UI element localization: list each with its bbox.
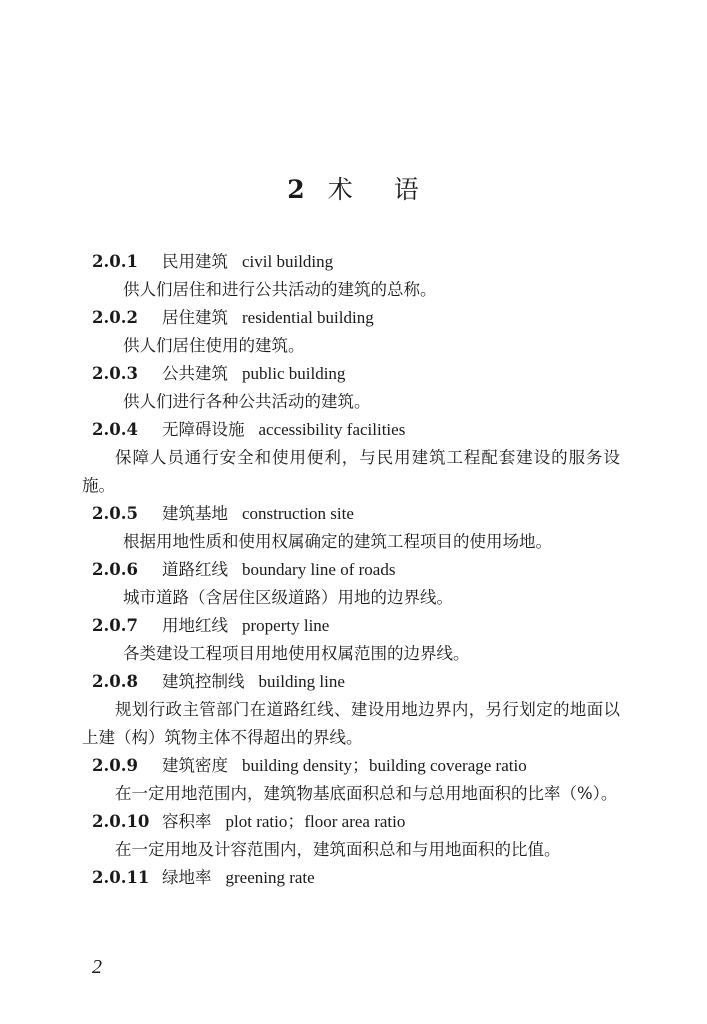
term-english: building line xyxy=(258,672,345,691)
term-definition: 供人们进行各种公共活动的建筑。 xyxy=(123,392,371,411)
term-heading xyxy=(92,668,620,696)
term-chinese: 道路红线 xyxy=(162,560,228,579)
term-number: 2.0.1 xyxy=(92,252,138,271)
term-chinese: 无障碍设施 xyxy=(162,420,245,439)
chapter-title-part2: 语 xyxy=(393,175,420,204)
chapter-title-part1: 术 xyxy=(327,175,354,204)
term-item xyxy=(92,500,620,556)
term-definition: 供人们居住使用的建筑。 xyxy=(123,336,305,355)
term-english: greening rate xyxy=(225,868,315,887)
term-english: property line xyxy=(242,616,330,635)
term-english: public building xyxy=(242,364,346,383)
term-definition: 各类建设工程项目用地使用权属范围的边界线。 xyxy=(123,644,470,663)
term-chinese: 居住建筑 xyxy=(162,308,228,327)
chapter-number: 2 xyxy=(287,175,306,204)
term-number: 2.0.3 xyxy=(92,364,138,383)
term-heading xyxy=(92,556,620,584)
term-definition: 城市道路（含居住区级道路）用地的边界线。 xyxy=(123,588,453,607)
term-heading xyxy=(92,248,620,276)
term-heading xyxy=(92,500,620,528)
term-definition: 保障人员通行安全和使用便利，与民用建筑工程配套建设的服务设施。 xyxy=(82,448,620,495)
term-chinese: 民用建筑 xyxy=(162,252,228,271)
term-chinese: 绿地率 xyxy=(162,868,212,887)
term-number: 2.0.5 xyxy=(92,504,138,523)
term-item xyxy=(92,248,620,304)
chapter-title xyxy=(0,168,707,212)
term-chinese: 建筑基地 xyxy=(162,504,228,523)
term-item xyxy=(92,752,620,808)
term-item xyxy=(92,612,620,668)
terms-list xyxy=(82,248,620,892)
term-number: 2.0.8 xyxy=(92,672,138,691)
term-number: 2.0.7 xyxy=(92,616,138,635)
term-heading xyxy=(92,808,620,836)
term-number: 2.0.10 xyxy=(92,812,150,831)
term-chinese: 建筑密度 xyxy=(162,756,228,775)
term-number: 2.0.6 xyxy=(92,560,138,579)
term-item xyxy=(92,360,620,416)
term-item xyxy=(82,416,620,500)
term-english: civil building xyxy=(242,252,334,271)
term-number: 2.0.2 xyxy=(92,308,138,327)
term-number: 2.0.11 xyxy=(92,868,150,887)
term-definition: 在一定用地范围内，建筑物基底面积总和与总用地面积的比率（%）。 xyxy=(115,784,618,803)
term-heading xyxy=(92,752,620,780)
term-definition: 在一定用地及计容范围内，建筑面积总和与用地面积的比值。 xyxy=(115,840,561,859)
page-number: 2 xyxy=(92,956,102,978)
term-chinese: 用地红线 xyxy=(162,616,228,635)
term-english: boundary line of roads xyxy=(242,560,396,579)
term-item xyxy=(82,668,620,752)
term-definition: 供人们居住和进行公共活动的建筑的总称。 xyxy=(123,280,437,299)
term-heading xyxy=(92,304,620,332)
term-english: building density；building coverage ratio xyxy=(242,756,527,775)
term-definition: 根据用地性质和使用权属确定的建筑工程项目的使用场地。 xyxy=(123,532,552,551)
term-heading xyxy=(92,416,620,444)
term-english: residential building xyxy=(242,308,374,327)
term-english: accessibility facilities xyxy=(258,420,406,439)
term-heading xyxy=(92,612,620,640)
term-item xyxy=(92,304,620,360)
term-english: construction site xyxy=(242,504,354,523)
term-chinese: 建筑控制线 xyxy=(162,672,245,691)
term-item xyxy=(92,556,620,612)
term-number: 2.0.9 xyxy=(92,756,138,775)
term-item xyxy=(92,864,620,892)
term-english: plot ratio；floor area ratio xyxy=(225,812,406,831)
term-chinese: 公共建筑 xyxy=(162,364,228,383)
term-item xyxy=(92,808,620,864)
term-heading xyxy=(92,360,620,388)
term-chinese: 容积率 xyxy=(162,812,212,831)
term-heading xyxy=(92,864,620,892)
term-definition: 规划行政主管部门在道路红线、建设用地边界内，另行划定的地面以上建（构）筑物主体不得超出的界线。 xyxy=(82,700,620,747)
term-number: 2.0.4 xyxy=(92,420,138,439)
